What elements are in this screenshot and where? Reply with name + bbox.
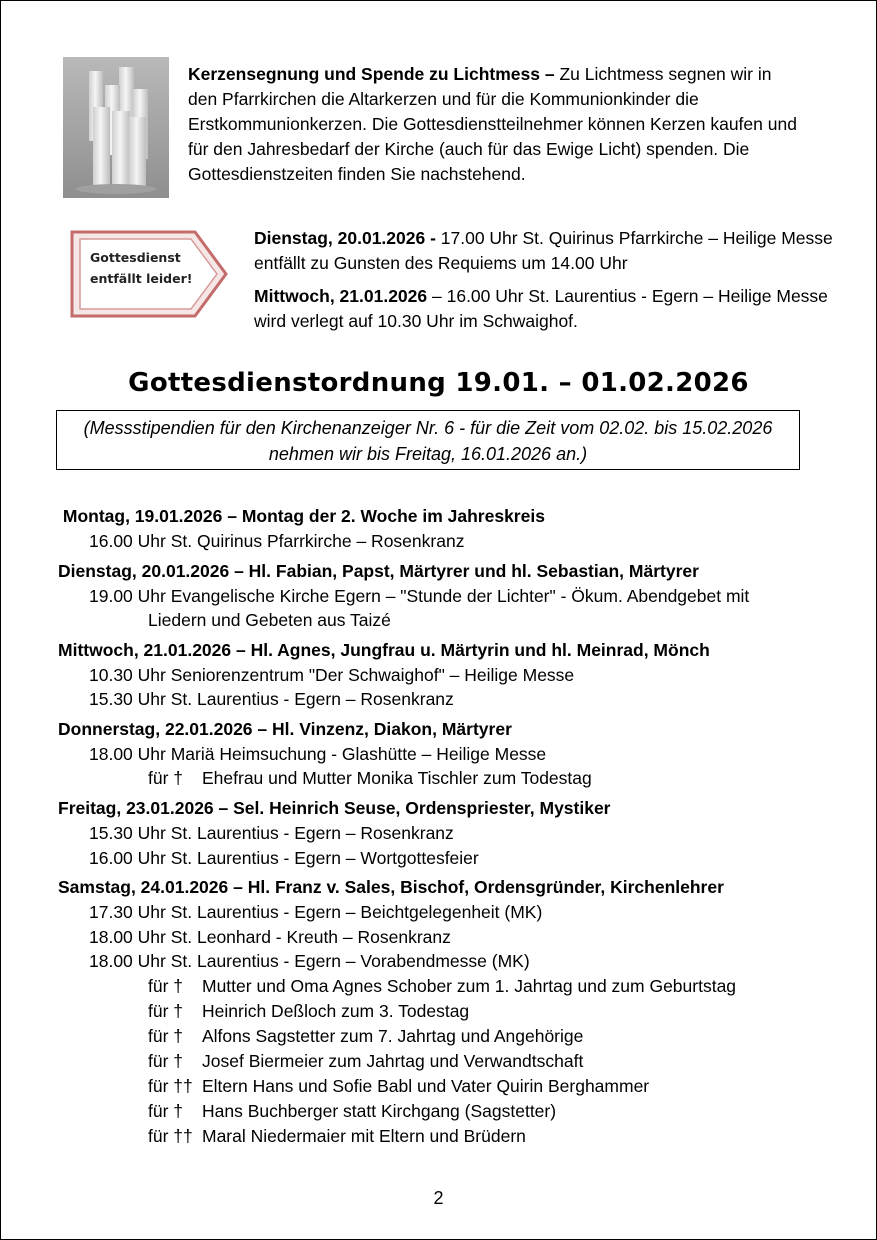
day-block	[58, 717, 848, 792]
day-heading: Freitag, 23.01.2026 – Sel. Heinrich Seuse, Ordenspriester, Mystiker	[58, 798, 611, 818]
day-heading: Donnerstag, 22.01.2026 – Hl. Vinzenz, Diakon, Märtyrer	[58, 718, 512, 739]
day-heading: Montag, 19.01.2026 – Montag der 2. Woche im Jahreskreis	[58, 506, 545, 526]
candle-blessing-paragraph	[188, 62, 798, 187]
service-line: 16.00 Uhr St. Quirinus Pfarrkirche – Rosenkranz	[89, 531, 465, 551]
service-line: 15.30 Uhr St. Laurentius - Egern – Rosenkranz	[89, 689, 454, 709]
intro-text: Zu Lichtmess segnen wir in den Pfarrkirchen die Altarkerzen und für die Kommunionkinder die Erstkommunionkerzen. Die Gottesdienstteilnehmer können Kerzen kaufen und für den Jahresbedarf der Kirche (auch für das Ewige Licht) spenden. Die Gottesdienstzeiten finden Sie nachstehend.	[188, 64, 797, 184]
intention-text: Maral Niedermaier mit Eltern und Brüdern	[202, 1125, 526, 1146]
intention-text: Alfons Sagstetter zum 7. Jahrtag und Angehörige	[202, 1025, 584, 1046]
intention-mark: für †	[148, 1025, 184, 1046]
change-item	[254, 226, 844, 276]
schedule-changes	[254, 226, 844, 342]
service-line: 18.00 Uhr Mariä Heimsuchung - Glashütte – Heilige Messe	[89, 743, 547, 764]
service-line: 19.00 Uhr Evangelische Kirche Egern – "Stunde der Lichter" - Ökum. Abendgebet mit	[89, 585, 750, 606]
change-date: Dienstag, 20.01.2026 -	[254, 228, 436, 248]
service-line-continuation: Liedern und Gebeten aus Taizé	[148, 610, 391, 630]
change-text: 17.00 Uhr St. Quirinus Pfarrkirche – Heilige Messe entfällt zu Gunsten des Requiems um 14.00 Uhr	[254, 228, 833, 273]
service-line: 18.00 Uhr St. Leonhard - Kreuth – Rosenkranz	[89, 926, 451, 947]
day-block	[58, 796, 848, 870]
intention-line	[58, 766, 848, 791]
day-block	[58, 638, 848, 712]
intention-line	[58, 1024, 848, 1049]
change-date: Mittwoch, 21.01.2026	[254, 286, 428, 306]
day-heading: Samstag, 24.01.2026 – Hl. Franz v. Sales, Bischof, Ordensgründer, Kirchenlehrer	[58, 877, 724, 897]
intention-mark: für †	[148, 1100, 184, 1121]
intention-line	[58, 974, 848, 999]
intention-mark: für †	[148, 1050, 184, 1071]
cancelled-sign-line1: Gottesdienst	[90, 250, 181, 265]
day-heading: Mittwoch, 21.01.2026 – Hl. Agnes, Jungfrau u. Märtyrin und hl. Meinrad, Mönch	[58, 639, 710, 660]
intention-mark: für †	[148, 975, 184, 996]
intention-text: Hans Buchberger statt Kirchgang (Sagstetter)	[202, 1100, 557, 1121]
day-heading: Dienstag, 20.01.2026 – Hl. Fabian, Papst, Märtyrer und hl. Sebastian, Märtyrer	[58, 560, 699, 581]
intention-mark: für ††	[148, 1075, 193, 1096]
day-block	[58, 559, 848, 633]
stipend-note-box	[56, 410, 800, 470]
service-line: 18.00 Uhr St. Laurentius - Egern – Vorabendmesse (MK)	[89, 951, 530, 971]
change-text: – 16.00 Uhr St. Laurentius - Egern – Heilige Messe wird verlegt auf 10.30 Uhr im Schwaighof.	[254, 286, 828, 331]
stipend-note: (Messstipendien für den Kirchenanzeiger Nr. 6 - für die Zeit vom 02.02. bis 15.02.2026 nehmen wir bis Freitag, 16.01.2026 an.)	[83, 418, 773, 464]
service-schedule	[58, 504, 848, 1154]
candles-image	[63, 57, 169, 198]
page-title: Gottesdienstordnung 19.01. – 01.02.2026	[128, 368, 749, 398]
intention-mark: für †	[148, 1000, 184, 1021]
intention-text: Ehefrau und Mutter Monika Tischler zum Todestag	[202, 768, 592, 788]
intention-line	[58, 999, 848, 1024]
cancelled-sign-text	[90, 247, 210, 289]
intention-mark: für †	[148, 768, 184, 788]
intention-mark: für ††	[148, 1125, 193, 1146]
intention-text: Heinrich Deßloch zum 3. Todestag	[202, 1000, 470, 1021]
service-line: 17.30 Uhr St. Laurentius - Egern – Beichtgelegenheit (MK)	[89, 902, 543, 922]
cancelled-sign-line2: entfällt leider!	[90, 271, 193, 286]
intention-line	[58, 1124, 848, 1149]
service-line: 15.30 Uhr St. Laurentius - Egern – Rosenkranz	[89, 823, 454, 843]
intro-heading: Kerzensegnung und Spende zu Lichtmess –	[188, 64, 555, 84]
intention-text: Eltern Hans und Sofie Babl und Vater Quirin Berghammer	[202, 1075, 650, 1096]
change-item	[254, 284, 844, 334]
page-number: 2	[433, 1188, 444, 1208]
intention-line	[58, 1049, 848, 1074]
intention-text: Josef Biermeier zum Jahrtag und Verwandtschaft	[202, 1050, 584, 1071]
day-block	[58, 504, 848, 554]
intention-line	[58, 1099, 848, 1124]
intention-text: Mutter und Oma Agnes Schober zum 1. Jahrtag und zum Geburtstag	[202, 975, 737, 996]
day-block	[58, 875, 848, 1149]
service-line: 10.30 Uhr Seniorenzentrum "Der Schwaighof" – Heilige Messe	[89, 664, 575, 685]
intention-line	[58, 1074, 848, 1099]
service-line: 16.00 Uhr St. Laurentius - Egern – Wortgottesfeier	[89, 847, 479, 868]
